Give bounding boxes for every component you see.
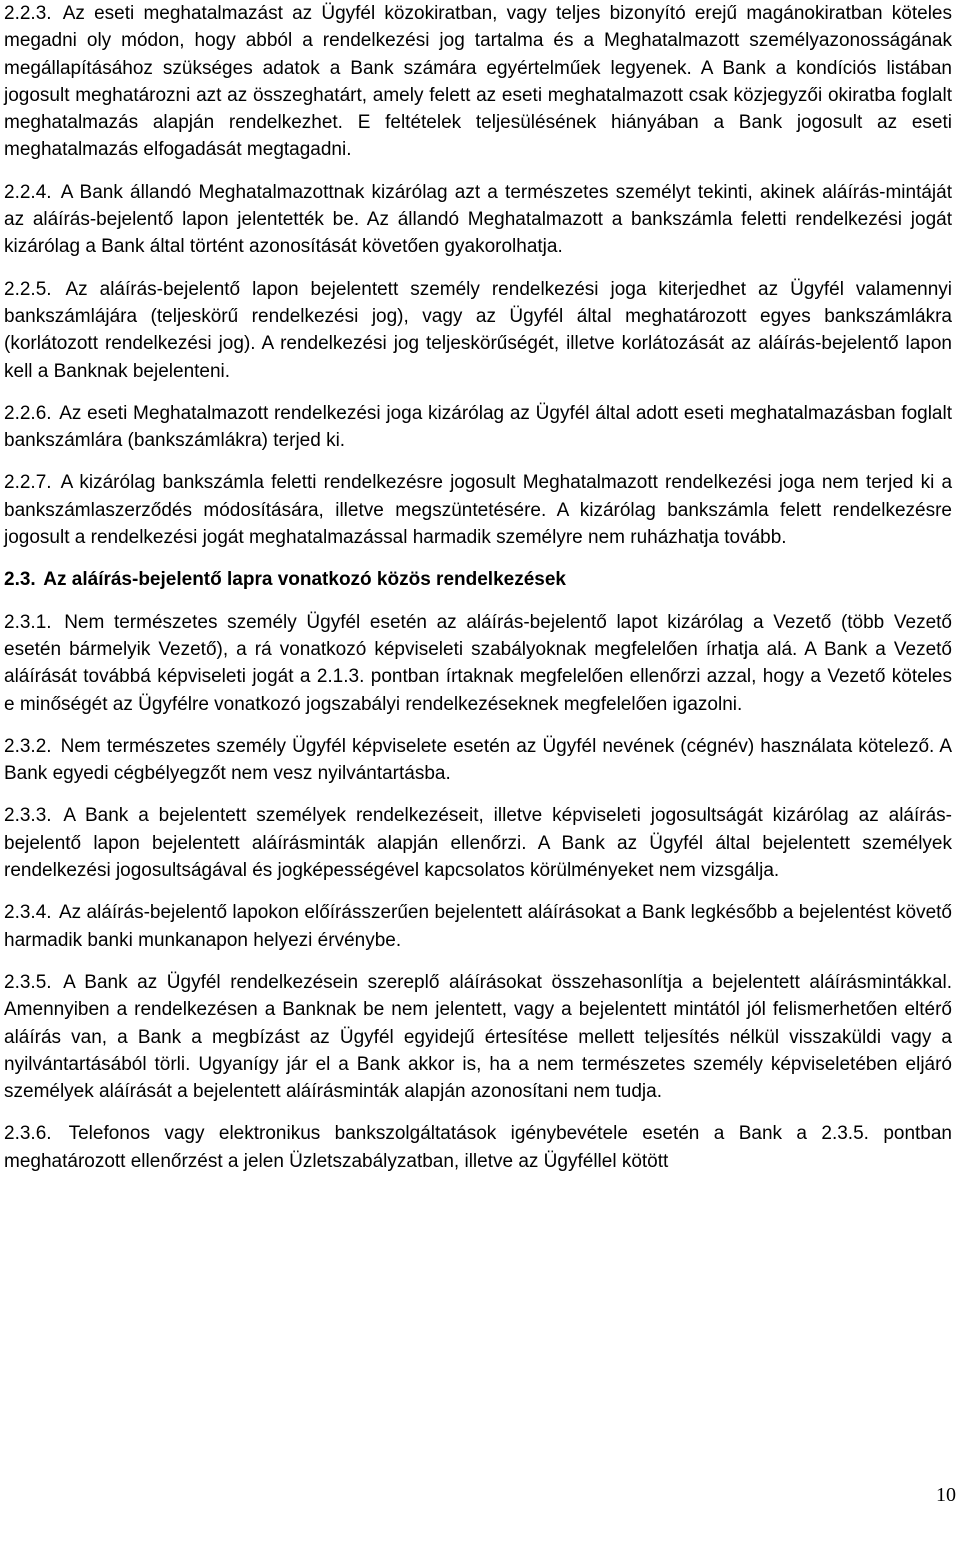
paragraph-2-3-2 — [4, 733, 952, 788]
paragraph-2-3-3 — [4, 802, 952, 884]
paragraph-number: 2.3.2. — [4, 735, 52, 757]
paragraph-number: 2.2.7. — [4, 472, 52, 494]
paragraph-2-2-3 — [4, 0, 952, 164]
paragraph-number: 2.2.4. — [4, 181, 52, 203]
paragraph-number: 2.2.3. — [4, 3, 52, 24]
paragraph-2-2-4 — [4, 179, 952, 261]
paragraph-text: Nem természetes személy Ügyfél képviselete esetén az Ügyfél nevének (cégnév) használata kötelező. A Bank egyedi cégbélyegzőt nem vesz nyilvántartásba. — [4, 735, 952, 785]
page-number: 10 — [936, 1484, 956, 1506]
paragraph-text: Az eseti Meghatalmazott rendelkezési joga kizárólag az Ügyfél által adott eseti meghatalmazásban foglalt bankszámlára (bankszámlákra) terjed ki. — [4, 402, 953, 452]
paragraph-text: Telefonos vagy elektronikus bankszolgáltatások igénybevétele esetén a Bank a 2.3.5. pontban meghatározott ellenőrzést a jelen Üzletszabályzatban, illetve az Ügyféllel kötött — [4, 1123, 953, 1172]
paragraph-text: Az eseti meghatalmazást az Ügyfél közokiratban, vagy teljes bizonyító erejű magánokiratban köteles megadni oly módon, hogy abból a rendelkezési jog tartalma és a Meghatalmazott személyazonosságának megállapításához szükséges adatok a Bank számára egyértelműek legyenek. A Bank a kondíciós listában jogosult meghatározni azt az összeghatárt, amely felett az eseti meghatalmazott csak közjegyzői okiratba foglalt meghatalmazás alapján rendelkezhet. E feltételek teljesülésének hiányában a Bank jogosult az eseti meghatalmazás elfogadását megtagadni. — [4, 3, 952, 161]
paragraph-text: A kizárólag bankszámla feletti rendelkezésre jogosult Meghatalmazott rendelkezési joga nem terjed ki a bankszámlaszerződés módosítására, illetve megszüntetésére. A kizárólag bankszámla felett rendelkezésre jogosult a rendelkezési jogát meghatalmazással harmadik személyre nem ruházhatja tovább. — [4, 472, 953, 549]
section-heading-2-3 — [4, 566, 952, 593]
paragraph-2-2-6 — [4, 400, 952, 455]
paragraph-number: 2.3.4. — [4, 902, 52, 924]
paragraph-number: 2.3.5. — [4, 971, 52, 993]
paragraph-2-3-1 — [4, 609, 952, 718]
paragraph-2-3-5 — [4, 969, 952, 1105]
paragraph-text: A Bank az Ügyfél rendelkezésein szereplő aláírásokat összehasonlítja a bejelentett aláírásmintákkal. Amennyiben a rendelkezésen a Banknak be nem jelentett, vagy a bejelentett mintától jól felismerhetően eltérő aláírás van, a Bank a megbízást az Ügyfél egyidejű értesítése mellett teljesítés nélkül visszaküldi vagy a nyilvántartásából törli. Ugyanígy jár el a Bank akkor is, ha a nem természetes személy képviseletében eljáró személyek aláírását a bejelentett aláírásminták alapján azonosítani nem tudja. — [4, 971, 952, 1103]
paragraph-text: Az aláírás-bejelentő lapon bejelentett személy rendelkezési joga kiterjedhet az Ügyfél valamennyi bankszámlájára (teljeskörű rendelkezési jog), vagy az Ügyfél által meghatározott egyes bankszámlákra (korlátozott rendelkezési jog). A rendelkezési jog teljeskörűségét, illetve korlátozását az aláírás-bejelentő lapon kell a Banknak bejelenteni. — [4, 278, 953, 382]
paragraph-text: Nem természetes személy Ügyfél esetén az aláírás-bejelentő lapot kizárólag a Vezető (több Vezető esetén bármelyik Vezető), a rá vonatkozó képviseleti szabályoknak megfelelően írhatja alá. A Bank a Vezető aláírását továbbá képviseleti jogát a 2.1.3. pontban írtaknak megfelelően ellenőrzi azzal, hogy a Vezető köteles e minőségét az Ügyfélre vonatkozó jogszabályi rendelkezéseknek megfelelően igazolni. — [4, 611, 953, 715]
paragraph-2-2-7 — [4, 469, 952, 551]
section-number: 2.3. — [4, 569, 36, 591]
paragraph-2-2-5 — [4, 276, 952, 385]
section-title: Az aláírás-bejelentő lapra vonatkozó közös rendelkezések — [43, 569, 566, 591]
paragraph-number: 2.2.6. — [4, 402, 52, 424]
paragraph-2-3-4 — [4, 899, 952, 954]
paragraph-2-3-6 — [4, 1120, 952, 1175]
paragraph-number: 2.3.3. — [4, 805, 52, 827]
paragraph-text: Az aláírás-bejelentő lapokon előírásszerűen bejelentett aláírásokat a Bank legkésőbb a bejelentést követő harmadik banki munkanapon helyezi érvénybe. — [4, 902, 953, 951]
paragraph-number: 2.3.6. — [4, 1123, 52, 1145]
paragraph-text: A Bank állandó Meghatalmazottnak kizárólag azt a természetes személyt tekinti, akinek aláírás-mintáját az aláírás-bejelentő lapon jelentették be. Az állandó Meghatalmazott a bankszámla feletti rendelkezési jogát kizárólag a Bank által történt azonosítását követően gyakorolhatja. — [4, 181, 952, 258]
paragraph-text: A Bank a bejelentett személyek rendelkezéseit, illetve képviseleti jogosultságát kizárólag az aláírás-bejelentő lapon bejelentett aláírásminták alapján ellenőrzi. A Bank az Ügyfél által bejelentett személyek rendelkezési jogosultságával és jogképességével kapcsolatos körülményeket nem vizsgálja. — [4, 805, 952, 882]
paragraph-number: 2.3.1. — [4, 611, 52, 633]
document-page — [4, 0, 952, 1190]
paragraph-number: 2.2.5. — [4, 278, 52, 300]
